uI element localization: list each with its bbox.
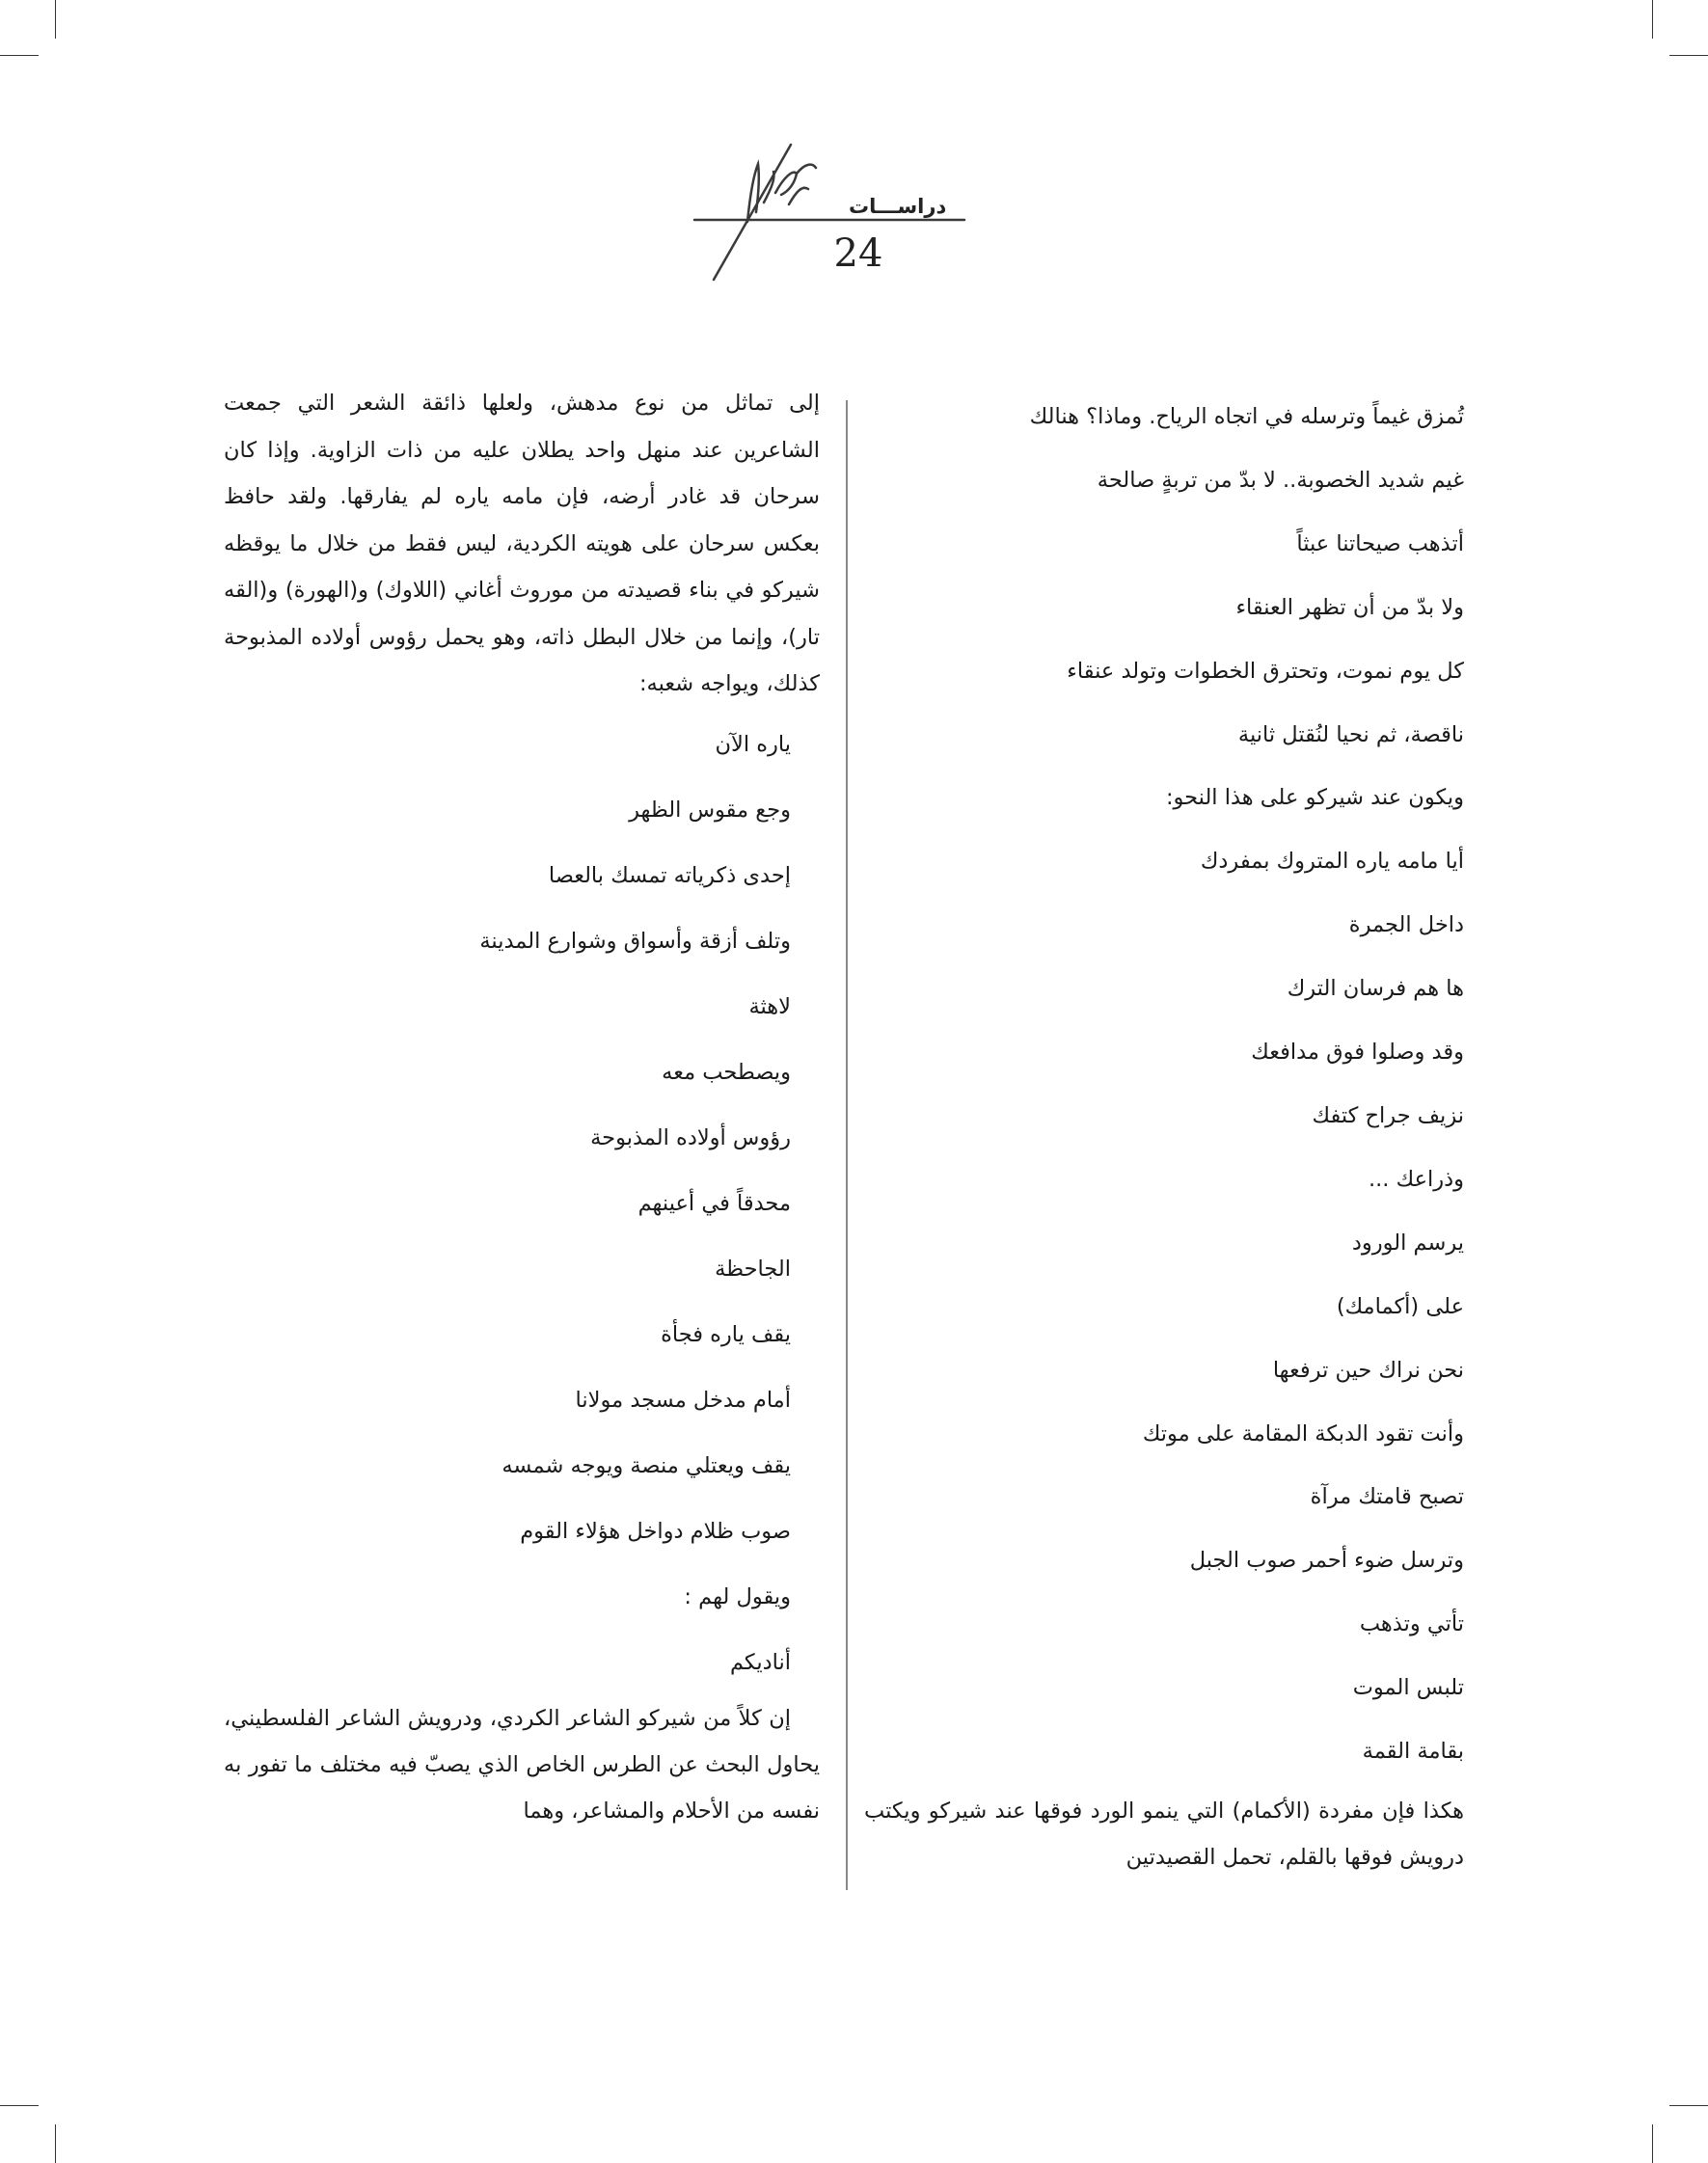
verse-line: ويصطحب معه bbox=[662, 1059, 791, 1085]
page-header bbox=[675, 135, 984, 289]
text-line: تُمزق غيماً وترسله في اتجاه الرياح. وماذا؟ هنالك bbox=[1029, 404, 1464, 429]
verse-line: تصبح قامتك مرآة bbox=[1310, 1484, 1464, 1510]
verse-line: نزيف جراح كتفك bbox=[1312, 1102, 1464, 1128]
verse-line: داخل الجمرة bbox=[1348, 912, 1464, 938]
crop-mark bbox=[1669, 55, 1708, 56]
verse-line: وتلف أزقة وأسواق وشوارع المدينة bbox=[479, 928, 791, 954]
verse-line: لاهثة bbox=[748, 993, 791, 1019]
verse-line: ياره الآن bbox=[715, 731, 791, 757]
crop-mark bbox=[55, 0, 56, 39]
verse-line: نحن نراك حين ترفعها bbox=[1272, 1357, 1464, 1383]
verse-line: أيا مامه ياره المتروك بمفردك bbox=[1200, 849, 1464, 875]
right-verse-block bbox=[864, 386, 1464, 1784]
verse-line: يقف ياره فجأة bbox=[661, 1321, 791, 1347]
verse-line: إحدى ذكرياته تمسك بالعصا bbox=[548, 862, 791, 888]
left-closing-paragraph: إن كلاً من شيركو الشاعر الكردي، ودرويش الشاعر الفلسطيني، يحاول البحث عن الطرس الخاص الذي يصبّ فيه مختلف ما تفور به نفسه من الأحلام والمشاعر، وهما bbox=[224, 1705, 820, 1824]
crop-mark bbox=[0, 55, 39, 56]
verse-line: وقد وصلوا فوق مدافعك bbox=[1251, 1040, 1464, 1066]
verse-line: وترسل ضوء أحمر صوب الجبل bbox=[1189, 1548, 1464, 1574]
verse-line: محدقاً في أعينهم bbox=[637, 1190, 791, 1216]
verse-line: على (أكمامك) bbox=[1336, 1293, 1464, 1319]
verse-line: رؤوس أولاده المذبوحة bbox=[590, 1124, 791, 1150]
verse-line: تأتي وتذهب bbox=[1359, 1611, 1464, 1637]
right-text-column bbox=[864, 386, 1464, 1880]
left-opening-paragraph: إلى تماثل من نوع مدهش، ولعلها ذائقة الشعر التي جمعت الشاعرين عند منهل واحد يطلان عليه من ذات الزاوية. وإذا كان سرحان قد غادر أرضه، فإن مامه ياره لم يفارقها. ولقد حافظ بعكس سرحان على هويته الكردية، ليس فقط من خلال ما يوقظه شيركو في بناء قصيدته من موروث أغاني (اللاوك) و(الهورة) و(القه تار)، وإنما من خلال البطل ذاته، وهو يحمل رؤوس أولاده المذبوحة كذلك، ويواجه شعبه: bbox=[224, 391, 820, 696]
crop-mark bbox=[55, 2124, 56, 2163]
crop-mark bbox=[0, 2105, 39, 2106]
column-divider bbox=[846, 400, 848, 1890]
verse-line: وجع مقوس الظهر bbox=[629, 797, 791, 823]
text-line: ولا بدّ من أن تظهر العنقاء bbox=[1235, 594, 1464, 620]
text-line: ويكون عند شيركو على هذا النحو: bbox=[1165, 785, 1464, 811]
verse-line: أمام مدخل مسجد مولانا bbox=[575, 1387, 791, 1413]
verse-line: الجاحظة bbox=[715, 1256, 791, 1282]
text-line: كل يوم نموت، وتحترق الخطوات وتولد عنقاء bbox=[1067, 658, 1464, 684]
verse-line: وأنت تقود الدبكة المقامة على موتك bbox=[1142, 1420, 1464, 1447]
left-text-column bbox=[224, 386, 820, 1834]
crop-mark bbox=[1669, 2105, 1708, 2106]
verse-line: صوب ظلام دواخل هؤلاء القوم bbox=[520, 1518, 791, 1544]
verse-line: بقامة القمة bbox=[1362, 1739, 1464, 1765]
verse-line: تلبس الموت bbox=[1352, 1675, 1464, 1701]
left-verse-block bbox=[224, 712, 820, 1695]
crop-mark bbox=[1652, 0, 1653, 39]
text-line: غيم شديد الخصوبة.. لا بدّ من تربةٍ صالحة bbox=[1097, 467, 1464, 493]
text-line: أتذهب صيحاتنا عبثاً bbox=[1296, 530, 1464, 556]
verse-line: ها هم فرسان الترك bbox=[1287, 976, 1464, 1002]
verse-line: وذراعك ... bbox=[1369, 1166, 1464, 1192]
text-line: ناقصة، ثم نحيا لنُقتل ثانية bbox=[1237, 721, 1464, 747]
verse-line: يرسم الورود bbox=[1351, 1230, 1464, 1256]
verse-line: أناديكم bbox=[729, 1649, 791, 1675]
section-label: دراســـات bbox=[849, 195, 947, 218]
crop-mark bbox=[1652, 2124, 1653, 2163]
verse-line: ويقول لهم : bbox=[684, 1583, 791, 1609]
verse-line: يقف ويعتلي منصة ويوجه شمسه bbox=[502, 1452, 791, 1478]
page-number: 24 bbox=[833, 231, 883, 276]
right-closing-paragraph: هكذا فإن مفردة (الأكمام) التي ينمو الورد فوقها عند شيركو ويكتب درويش فوقها بالقلم، تحمل القصيدتين bbox=[864, 1798, 1464, 1870]
